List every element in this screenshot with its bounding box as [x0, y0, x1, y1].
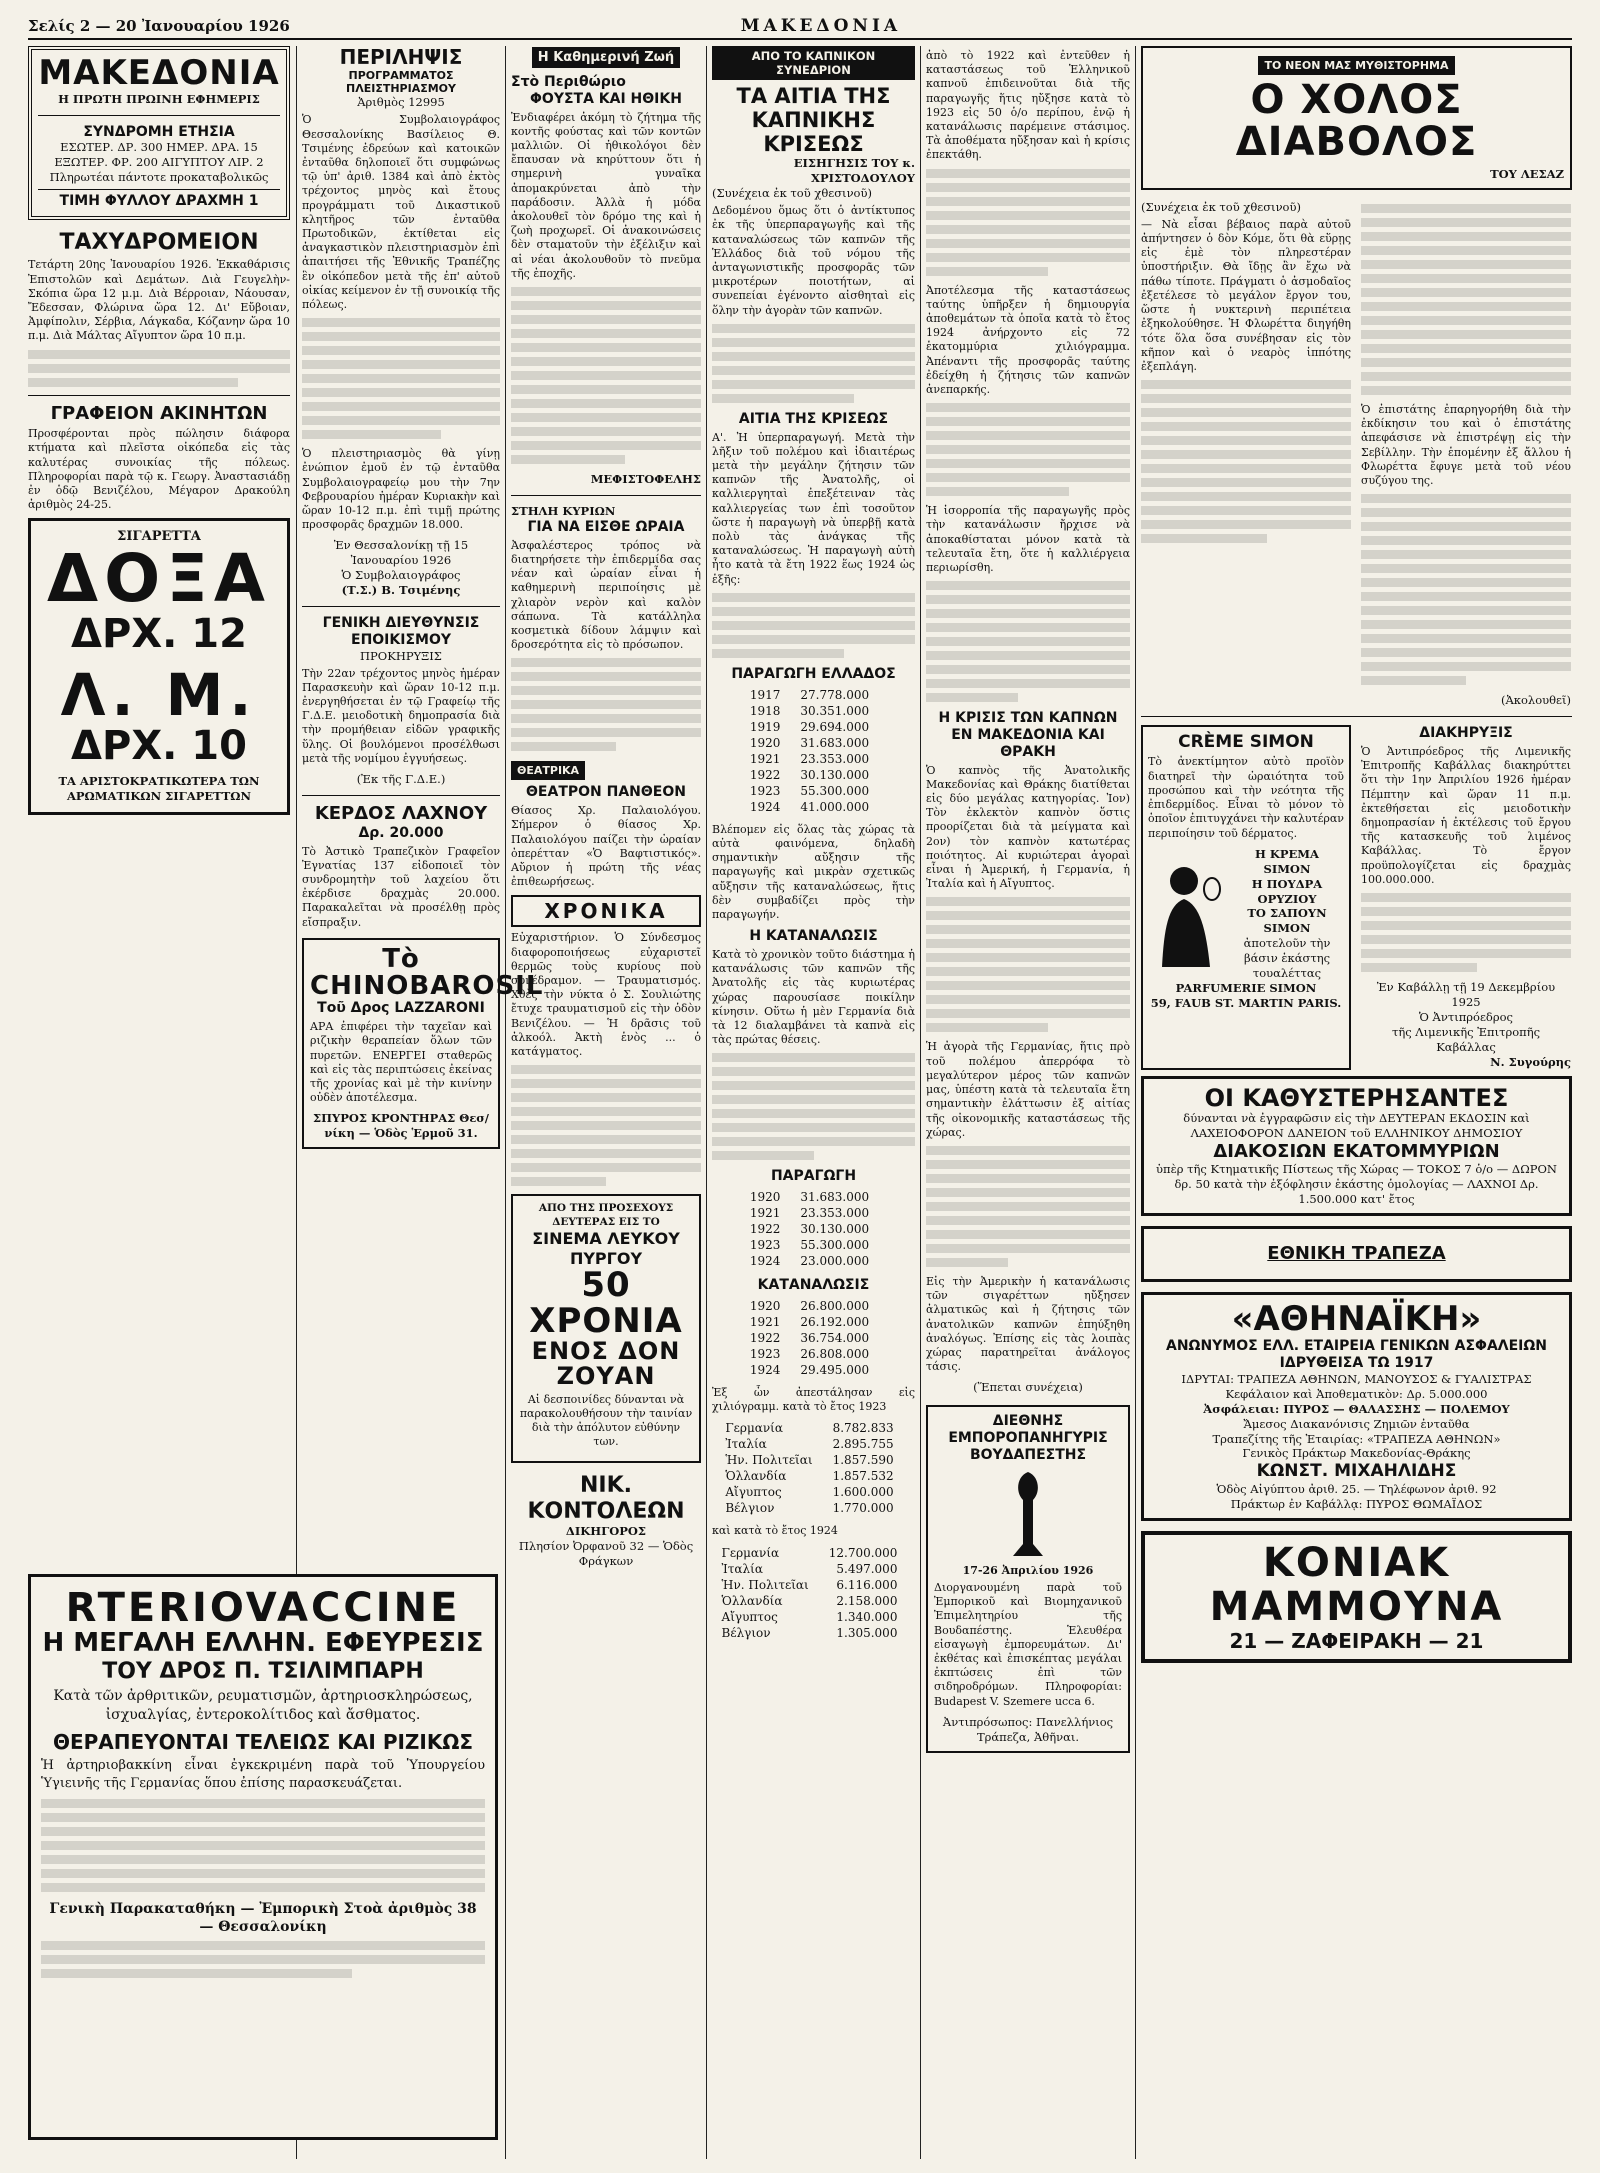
row-label: 1922 [749, 1222, 781, 1237]
novel-banner: ΤΟ ΝΕΟΝ ΜΑΣ ΜΥΘΙΣΤΟΡΗΜΑ [1258, 56, 1454, 75]
cigarette-price: ΔΡΧ. 12 [71, 611, 247, 658]
table-row [716, 1545, 912, 1561]
rterio-agent: Γενικὴ Παρακαταθήκη — Ἐμπορικὴ Στοὰ ἀριθμὸς 38 — Θεσσαλονίκη [49, 1901, 477, 1936]
creme-simon-ad [1141, 725, 1351, 1069]
row-label: 1917 [749, 687, 781, 702]
row-value: 29.495.000 [800, 1362, 870, 1377]
insurance-founders: ΙΔΡΥΤΑΙ: ΤΡΑΠΕΖΑ ΑΘΗΝΩΝ, ΜΑΝΟΥΣΟΣ & ΓΥΑΛΙΣΤΡΑΣ [1181, 1371, 1532, 1386]
row-value: 12.700.000 [828, 1545, 898, 1560]
creme-text: Τὸ ἀνεκτίμητον αὐτὸ προϊὸν διατηρεῖ τὴν ὡραιότητα τοῦ προσώπου καὶ τὴν νεότητα τῆς ἐπιδερμίδος. Εἶναι τὸ μόνον τὸ ὁποῖον ἐπιτυγχάνει τὴν καλυτέραν περιποίησιν τοῦ δέρματος. [1148, 755, 1344, 840]
cigarette-brand-2: Λ. Μ. [60, 661, 258, 730]
row-label: 1923 [749, 1346, 781, 1361]
crisis-continuation: ἀπὸ τὸ 1922 καὶ ἐντεῦθεν ἡ καταστάσεως τοῦ Ἑλληνικοῦ καπνοῦ ἐπιδεινοῦται διὰ τῆς παραγωγῆς ἥτις ηὔξησε κατὰ τὸ 1923 εἰς 50 ὁ/ο περίπου, ἐνῷ ἡ κατανάλωσις παρέμεινε στάσιμος. Τὰ ἀποθέματα ηὔξησαν καὶ ἡ κρίσις ἐπεκτάθη. [926, 49, 1130, 162]
cinema-film-1: 50 ΧΡΟΝΙΑ [529, 1264, 683, 1341]
insurance-name: «ΑΘΗΝΑΪΚΗ» [1231, 1298, 1482, 1339]
table-row [744, 1237, 883, 1253]
insurance-subtitle: ΑΝΩΝΥΜΟΣ ΕΛΛ. ΕΤΑΙΡΕΙΑ ΓΕΝΙΚΩΝ ΑΣΦΑΛΕΙΩΝ [1165, 1338, 1547, 1355]
row-value: 1.857.590 [832, 1453, 894, 1468]
theatre-text: Θίασος Χρ. Παλαιολόγου. Σήμερον ὁ θίασος Χρ. Παλαιολόγου παίζει τὴν ὡραίαν ὀπερέτταν «Ὁ Βαφτιστικός». Αὔριον ἡ πρώτη τῆς νέας ἐπιθεωρήσεως. [511, 804, 701, 889]
crisis-text-4: Κατὰ τὸ χρονικὸν τοῦτο διάστημα ἡ κατανάλωσις τῶν καπνῶν τῆς Ἀνατολῆς εἰς τὰς κυριωτέρας χώρας παρουσίασε ποικίλην κίνησιν. Οὕτω ἡ μὲν Γερμανία διὰ τὰ 12 διαλαμβάνει τὰ καπνὰ εἰς τὰς πρώτας θέσεις. [712, 947, 915, 1047]
article-text: Ἐνδιαφέρει ἀκόμη τὸ ζήτημα τῆς κοντῆς φούστας καὶ τῶν κοντῶν μαλλιῶν. Οἱ ἠθικολόγοι δὲν ἔπαυσαν νὰ κηρύττουν ὅτι ἡ σημερινὴ γυναῖκα ἀπομακρύνεται ἀπὸ τὴν παράδοσιν. Ἀλλὰ ἡ μόδα ἀκολουθεῖ τὸν δρόμο της καὶ ἡ ζωὴ προχωρεῖ. Οἱ ἀνακοινώσεις δὲν σταματοῦν τὴν ἐξέλιξιν καὶ αἱ νέαι ἀκολουθοῦν τὸ πνεῦμα τῆς ἐποχῆς. [511, 110, 701, 280]
row-value: 30.130.000 [800, 767, 870, 782]
bond-ad [1141, 1076, 1572, 1217]
table-row [744, 1253, 883, 1269]
theatre-title: ΘΕΑΤΡΟΝ ΠΑΝΘΕΟΝ [526, 784, 686, 801]
table-row [716, 1609, 912, 1625]
paper-subtitle: Η ΠΡΩΤΗ ΠΡΩΙΝΗ ΕΦΗΜΕΡΙΣ [58, 91, 260, 106]
consumption-table-heading: ΚΑΤΑΝΑΛΩΣΙΣ [757, 1277, 870, 1294]
row-value: 2.158.000 [836, 1593, 898, 1608]
cigarette-label: ΣΙΓΑΡΕΤΤΑ [117, 529, 201, 545]
subscription-title: ΣΥΝΔΡΟΜΗ ΕΤΗΣΙΑ [83, 123, 235, 140]
cigarette-price-2: ΔΡΧ. 10 [71, 723, 247, 770]
column-rule [920, 46, 921, 2159]
novel-text-2: Ὁ ἐπιστάτης ἐπαρηγορήθη διὰ τὴν ἐκδίκησιν του καὶ ὁ ἐπιστάτης ἀπεφάσισε νὰ ἐπιστρέψῃ εἰς τὴν Σεβίλλην. Τὴν ἑπομένην ἐξ ἄλλου ἡ Φλωρέττα ἔφυγε μετὰ τοῦ νέου συζύγου της. [1361, 402, 1571, 487]
insurance-address: Ὁδὸς Αἰγύπτου ἀριθ. 25. — Τηλέφωνον ἀριθ. 92 [1216, 1481, 1497, 1496]
row-label: 1923 [749, 1238, 781, 1253]
novel-continued: (Συνέχεια ἐκ τοῦ χθεσινοῦ) [1141, 199, 1301, 214]
row-label: 1924 [749, 1362, 781, 1377]
summary-para-1: Ὁ Συμβολαιογράφος Θεσσαλονίκης Βασίλειος Θ. Τσιμένης ἐδρεύων καὶ κατοικῶν ἐνταῦθα δηλοποιεῖ ὅτι συμφώνως τῷ ὑπ' ἀριθ. 1384 καὶ ἀπὸ ἐκτὸς τρέχοντος μηνὸς καὶ ἔτους προγράμματι τοῦ Δικαστικοῦ κλητῆρος τῶν ἐνταῦθα Πρωτοδικῶν, ἐκτίθεται εἰς ἀναγκαστικὸν πλειστηριασμὸν ἐπὶ ἀπαιτήσει τῆς Ἐθνικῆς Τραπέζης ἓν οἰκόπεδον μετὰ τῆς ἐπ' αὐτοῦ οἰκίας κείμενον ἐν τῇ συνοικίᾳ τῆς πόλεως. [302, 113, 500, 311]
novel-follows: (Ἀκολουθεῖ) [1501, 693, 1571, 708]
column-6 [1141, 46, 1572, 2159]
column-rule [505, 46, 506, 2159]
row-label: Αἴγυπτος [721, 1609, 778, 1624]
column-5 [926, 46, 1130, 2159]
creme-product-2: Η ΠΟΥΔΡΑ ΟΡΥΖΙΟΥ [1251, 876, 1323, 906]
cinema-film-2: ΕΝΟΣ ΔΟΝ ΖΟΥΑΝ [531, 1337, 681, 1391]
lawyer-address: Πλησίον Ὀρφανοῦ 32 — Ὁδὸς Φράγκων [518, 1538, 694, 1568]
bond-amount: ΔΙΑΚΟΣΙΩΝ ΕΚΑΤΟΜΜΥΡΙΩΝ [1213, 1140, 1500, 1162]
table-row [716, 1561, 912, 1577]
summary-para-2: Ὁ πλειστηριασμὸς θὰ γίνῃ ἐνώπιον ἐμοῦ ἐν τῷ ἐνταῦθα Συμβολαιογραφείῳ μου τὴν 7ην Φεβρουαρίου ἡμέραν Κυριακὴν καὶ ὥραν 10-12 π.μ. ἐπὶ τιμῇ πρώτης προσφορᾶς δραχμῶν 18.000. [302, 447, 500, 532]
row-value: 1.600.000 [832, 1485, 894, 1500]
fair-dates: 17-26 Ἀπριλίου 1926 [962, 1563, 1094, 1577]
table-row [744, 735, 883, 751]
row-value: 5.497.000 [836, 1561, 898, 1576]
row-label: Ὁλλανδία [721, 1593, 783, 1608]
row-label: Γερμανία [721, 1545, 780, 1560]
notice-subtitle: ΠΡΟΚΗΡΥΞΙΣ [360, 648, 442, 663]
insurance-note: Ἄμεσος Διακανόνισις Ζημιῶν ἐνταῦθα [1243, 1416, 1470, 1431]
theatre-banner: ΘΕΑΤΡΙΚΑ [511, 761, 585, 780]
lottery-text: Τὸ Ἀστικὸ Τραπεζικὸν Γραφεῖον Ἐγνατίας 137 εἰδοποιεῖ τὸν συνδρομητὴν τοῦ λαχείου ὅτι ἐκέρδισε δραχμὰς 20.000. Παρακαλεῖται νὰ προσέλθῃ πρὸς εἴσπραξιν. [302, 844, 500, 929]
row-value: 1.770.000 [832, 1501, 894, 1516]
table-row [716, 1625, 912, 1641]
export-note-2: καὶ κατὰ τὸ ἔτος 1924 [712, 1524, 838, 1538]
row-label: 1921 [749, 1314, 781, 1329]
row-value: 23.353.000 [800, 1206, 870, 1221]
production-heading-2: ΠΑΡΑΓΩΓΗ [770, 1168, 857, 1185]
newspaper-title: ΜΑΚΕΔΟΝΙΑ [740, 16, 902, 36]
issue-date: Σελίς 2 — 20 Ἰανουαρίου 1926 [28, 17, 290, 35]
chronicles-banner: ΧΡΟΝΙΚΑ [544, 899, 668, 924]
continued-note: (Συνέχεια ἐκ τοῦ χθεσινοῦ) [712, 186, 872, 201]
consumption-table [744, 1298, 883, 1378]
row-label: 1923 [749, 783, 781, 798]
crisis-text-c: Ἡ ἰσορροπία τῆς παραγωγῆς πρὸς τὴν κατανάλωσιν ἤρχισε νὰ ἀποκαθίσταται μόνον κατὰ τὰ τελευταῖα ἔτη, ὅτε ἡ καλλιέργεια περιωρίσθη. [926, 504, 1130, 575]
row-value: 2.895.755 [832, 1437, 894, 1452]
office-text: Προσφέρονται πρὸς πώλησιν διάφορα κτήματα καὶ πλεῖστα οἰκόπεδα εἰς τὰς καλυτέρας συνοικίας τῆς πόλεως. Πληροφορίαι παρὰ τῷ κ. Γεωργ. Ἀναστασιάδῃ ἐν ὁδῷ Βενιζέλου, Μέγαρον Δρακούλη ἀριθμὸς 24-25. [28, 427, 290, 512]
crisis-text-b: Ἀποτέλεσμα τῆς καταστάσεως ταύτης ὑπῆρξεν ἡ δημιουργία ἀποθεμάτων τὰ ὁποῖα κατὰ τὸ ἔτος 1924 ἀνήρχοντο εἰς 72 ἑκατομμύρια χιλιόγραμμα. Ἀπέναντι τῆς προσφορᾶς ταύτης ἐδείχθη ἡ ζήτησις τῶν καπνῶν ἀνεπαρκής. [926, 283, 1130, 397]
row-label: Ἡν. Πολιτεῖαι [721, 1577, 809, 1592]
crisis-text-d: Ὁ καπνὸς τῆς Ἀνατολικῆς Μακεδονίας καὶ Θράκης διατίθεται εἰς δύο μεγάλας κατηγορίας. Ἰον) Τὸν ἐκλεκτὸν καπνὸν ὅστις προορίζεται διὰ τὰ μείγματα καὶ 2ον) τὸν καπνὸν κατωτέρας ποιότητος. Αἱ κυριώτεραι ἀγοραὶ εἶναι ἡ Ἀμερική, ἡ Γερμανία, ἡ Ἰταλία καὶ ἡ Αἴγυπτος. [926, 763, 1130, 891]
row-value: 23.353.000 [800, 751, 870, 766]
creme-title: CRÈME SIMON [1178, 732, 1314, 753]
insurance-ad [1141, 1292, 1572, 1521]
ladies-column-title: ΣΤΗΛΗ ΚΥΡΙΩΝ [511, 503, 616, 518]
post-heading: ΤΑΧΥΔΡΟΜΕΙΟΝ [59, 230, 259, 256]
crisis-text-3: Βλέπομεν εἰς ὅλας τὰς χώρας τὰ αὐτὰ φαινόμενα, δηλαδὴ σημαντικὴν αὔξησιν τῆς παραγωγῆς καὶ μικρὰν σχετικῶς αὔξησιν τῆς καταναλώσεως, ἥτις δὲν συμβαδίζει πρὸς τὴν παραγωγήν. [712, 822, 915, 921]
column-rule [1135, 46, 1136, 2159]
lottery-amount: Δρ. 20.000 [358, 824, 444, 841]
cigarette-footer: ΤΑ ΑΡΙΣΤΟΚΡΑΤΙΚΩΤΕΡΑ ΤΩΝ ΑΡΩΜΑΤΙΚΩΝ ΣΙΓΑΡΕΤΤΩΝ [58, 774, 260, 804]
row-label: 1920 [749, 735, 781, 750]
table-row [744, 767, 883, 783]
rteriovaccine-ad [28, 1574, 498, 2140]
fair-emblem-icon [1003, 1466, 1053, 1562]
table-row [744, 751, 883, 767]
fair-title: ΔΙΕΘΝΗΣ ΕΜΠΟΡΟΠΑΝΗΓΥΡΙΣ ΒΟΥΔΑΠΕΣΤΗΣ [948, 1413, 1108, 1463]
table-row [719, 1436, 907, 1452]
insurance-year: ΙΔΡΥΘΕΙΣΑ ΤΩ 1917 [1279, 1355, 1434, 1371]
notice-text: Τὴν 22αν τρέχοντος μηνὸς ἡμέραν Παρασκευὴν καὶ ὥραν 10-12 π.μ. ἐνεργηθήσεται ἐν τῷ Γραφείῳ τῆς Γ.Δ.Ε. μειοδοτικὴ δημοπρασία διὰ τὴν προμήθειαν εἰδῶν γραφικῆς ὕλης. Οἱ βουλόμενοι προσέλθωσι μετὰ τῆς νομίμου ἐγγυήσεως. [302, 666, 500, 765]
bond-title: ΟΙ ΚΑΘΥΣΤΕΡΗΣΑΝΤΕΣ [1204, 1083, 1509, 1112]
consumption-heading: Η ΚΑΤΑΝΑΛΩΣΙΣ [749, 928, 878, 945]
declaration [1361, 725, 1571, 1069]
rterio-cure: ΘΕΡΑΠΕΥΟΝΤΑΙ ΤΕΛΕΙΩΣ ΚΑΙ ΡΙΖΙΚΩΣ [52, 1730, 474, 1755]
subscription-line: Πληρωτέαι πάντοτε προκαταβολικῶς [49, 170, 269, 185]
table-row [744, 1298, 883, 1314]
row-value: 30.130.000 [800, 1222, 870, 1237]
table-row [744, 703, 883, 719]
row-label: 1924 [749, 1254, 781, 1269]
table-row [744, 719, 883, 735]
cinema-name: ΣΙΝΕΜΑ ΛΕΥΚΟΥ ΠΥΡΓΟΥ [532, 1229, 680, 1268]
row-label: Βέλγιον [721, 1625, 771, 1640]
article-heading: ΦΟΥΣΤΑ ΚΑΙ ΗΘΙΚΗ [530, 90, 682, 107]
row-label: Ἰταλία [721, 1561, 763, 1576]
cinema-note: Αἱ δεσποινίδες δύνανται νὰ παρακολουθήσουν τὴν ταινίαν διὰ τὴν ἀπόλυτον εὐθύνην των. [519, 1392, 693, 1449]
notice-sign: (Ἐκ τῆς Γ.Δ.Ε.) [356, 772, 446, 787]
export-note: Ἐξ ὧν ἀπεστάλησαν εἰς χιλιόγραμμ. κατὰ τὸ ἔτος 1923 [712, 1385, 915, 1414]
cinema-head: ΑΠΟ ΤΗΣ ΠΡΟΣΕΧΟΥΣ ΔΕΥΤΕΡΑΣ ΕΙΣ ΤΟ [538, 1202, 674, 1228]
declaration-org: τῆς Λιμενικῆς Ἐπιτροπῆς Καβάλλας [1391, 1024, 1541, 1054]
row-value: 26.800.000 [800, 1298, 870, 1313]
row-value: 30.351.000 [800, 703, 870, 718]
table-row [716, 1577, 912, 1593]
rterio-note: Ἡ ἀρτηριοβακκίνη εἶναι ἐγκεκριμένη παρὰ τοῦ Ὑπουργείου Ὑγιεινῆς τῆς Γερμανίας ὅπου ἐπίσης παρασκευάζεται. [41, 1758, 485, 1792]
sign-name: (Τ.Σ.) Β. Τσιμένης [341, 583, 461, 598]
congress-banner: ΑΠΟ ΤΟ ΚΑΠΝΙΚΟΝ ΣΥΝΕΔΡΙΟΝ [712, 46, 915, 80]
crisis-text-2: Α'. Ἡ ὑπερπαραγωγή. Μετὰ τὴν λῆξιν τοῦ πολέμου καὶ ἰδιαιτέρως μετὰ τὴν μεγάλην ζήτησιν τῶν καπνῶν τῆς Ἀνατολῆς, οἱ καλλιεργηταὶ ἐπεξέτειναν τὰς καλλιεργείας των ἐπὶ τοσοῦτον ὥστε ἡ παραγωγὴ νὰ ὑπερβῇ κατὰ πολὺ τὰς ἀνάγκας τῆς καταναλώσεως. Ἡ παραγωγὴ αὐτὴ ἦτο κατὰ τὰ ἔτη 1922 ἕως 1924 ὡς ἑξῆς: [712, 430, 915, 586]
table-row [744, 1314, 883, 1330]
row-value: 29.694.000 [800, 719, 870, 734]
column-rule [706, 46, 707, 2159]
sign-city: Ἐν Θεσσαλονίκῃ τῇ 15 Ἰανουαρίου 1926 [333, 538, 469, 568]
declaration-text: Ὁ Ἀντιπρόεδρος τῆς Λιμενικῆς Ἐπιτροπῆς Καβάλλας διακηρύττει ὅτι τὴν 1ην Ἀπριλίου 1926 ἡμέραν Πέμπτην καὶ ὥραν 11 π.μ. ἐκτεθήσεται εἰς μειοδοτικὴν δημοπρασίαν ἡ ἐκτέλεσις τοῦ ἔργου τῆς κατασκευῆς τοῦ λιμένος Καβάλλας. Τὸ ἔργον προϋπολογίζεται εἰς δραχμὰς 100.000.000. [1361, 744, 1571, 886]
novel-author: ΤΟΥ ΛΕΣΑΖ [1490, 167, 1564, 181]
creme-address: 59, FAUB ST. MARTIN PARIS. [1150, 996, 1342, 1011]
column-3 [511, 46, 701, 2159]
declaration-sign: Ὁ Ἀντιπρόεδρος [1419, 1009, 1513, 1024]
row-value: 36.754.000 [800, 1330, 870, 1345]
creme-sold: ἀποτελοῦν τὴν βάσιν ἑκάστης τουαλέττας [1243, 936, 1331, 981]
notice-title: ΓΕΝΙΚΗ ΔΙΕΥΘΥΝΣΙΣ ΕΠΟΙΚΙΣΜΟΥ [322, 615, 480, 648]
row-value: 26.808.000 [800, 1346, 870, 1361]
causes-heading: ΑΙΤΙΑ ΤΗΣ ΚΡΙΣΕΩΣ [738, 410, 889, 427]
insurance-kavala: Πράκτωρ ἐν Καβάλλᾳ: ΠΥΡΟΣ ΘΩΜΑΪΔΟΣ [1230, 1496, 1483, 1511]
fair-text: Διοργανουμένη παρὰ τοῦ Ἐμπορικοῦ καὶ Βιομηχανικοῦ Ἐπιμελητηρίου τῆς Βουδαπέστης. Ἑλευθέρα εἰσαγωγὴ ἐμπορευμάτων. Δι' ἐκθέτας καὶ ἐπισκέπτας μεγάλαι ἐκπτώσεις ἐπὶ τῶν σιδηροδρόμων. Πληροφορίαι: Budapest V. Szemere ucca 6. [934, 1580, 1122, 1708]
table-row [744, 687, 883, 703]
table-row [719, 1452, 907, 1468]
declaration-place: Ἐν Καβάλλῃ τῇ 19 Δεκεμβρίου 1925 [1376, 979, 1556, 1009]
cinema-ad [511, 1194, 701, 1463]
row-label: Αἴγυπτος [725, 1485, 782, 1500]
fair-agent: Ἀντιπρόσωπος: Πανελλήνιος Τράπεζα, Ἀθῆναι. [942, 1714, 1114, 1744]
creme-product-1: Η ΚΡΕΜΑ SIMON [1255, 846, 1319, 876]
table-row [744, 1346, 883, 1362]
chino-footer: ΣΠΥΡΟΣ ΚΡΟΝΤΗΡΑΣ Θεσ/νίκη — Ὁδὸς Ἑρμοῦ 31. [313, 1111, 489, 1141]
table-row [744, 783, 883, 799]
chino-maker: Τοῦ Δρος LAZZARONI [317, 1000, 485, 1017]
row-value: 6.116.000 [836, 1577, 898, 1592]
paper-title: ΜΑΚΕΔΟΝΙΑ [38, 53, 280, 93]
row-label: 1922 [749, 767, 781, 782]
row-value: 55.300.000 [800, 783, 870, 798]
masthead-box [28, 46, 290, 220]
office-heading: ΓΡΑΦΕΙΟΝ ΑΚΙΝΗΤΩΝ [50, 402, 268, 424]
masthead [28, 14, 1572, 40]
rterio-text: Κατὰ τῶν ἀρθριτικῶν, ρευματισμῶν, ἀρτηριοσκληρώσεως, ἰσχυαλγίας, ἐντεροκολίτιδος καὶ ἄσθματος. [53, 1688, 473, 1724]
row-value: 8.782.833 [832, 1421, 894, 1436]
crisis-text-e: Ἡ ἀγορὰ τῆς Γερμανίας, ἥτις πρὸ τοῦ πολέμου ἀπερρόφα τὸ μεγαλύτερον μέρος τῶν καπνῶν μας, ὑπέστη κατὰ τὰ τελευταῖα ἔτη σημαντικὴν ἐλάττωσιν ἐξ αἰτίας τῆς οἰκονομικῆς καταστάσεως τῆς χώρας. [926, 1040, 1130, 1139]
insurance-capital: Κεφάλαιον καὶ Ἀποθεματικὸν: Δρ. 5.000.000 [1225, 1386, 1488, 1401]
table-row [744, 1205, 883, 1221]
row-value: 27.778.000 [800, 687, 870, 702]
table-row [744, 799, 883, 815]
row-value: 26.192.000 [800, 1314, 870, 1329]
production-table [744, 687, 883, 815]
creme-brand: PARFUMERIE SIMON [1175, 981, 1317, 996]
chinobarosil-ad [302, 938, 544, 1149]
article-signature: ΜΕΦΙΣΤΟΦΕΛΗΣ [590, 472, 701, 487]
rterio-subtitle: Η ΜΕΓΑΛΗ ΕΛΛΗΝ. ΕΦΕΥΡΕΣΙΣ [42, 1628, 484, 1658]
table-row [744, 1189, 883, 1205]
lottery-title: ΚΕΡΔΟΣ ΛΑΧΝΟΥ [314, 803, 488, 825]
row-label: Ἰταλία [725, 1437, 767, 1452]
macedonia-crisis-heading: Η ΚΡΙΣΙΣ ΤΩΝ ΚΑΠΝΩΝ ΕΝ ΜΑΚΕΔΟΝΙΑ ΚΑΙ ΘΡΑΚΗ [938, 710, 1118, 760]
row-label: 1924 [749, 799, 781, 814]
row-label: 1921 [749, 1206, 781, 1221]
crisis-text-f: Εἰς τὴν Ἀμερικὴν ἡ κατανάλωσις τῶν σιγαρέττων ηὔξησεν ἀλματικῶς καὶ ἡ ζήτησις τῶν ἀνατολικῶν καπνῶν ἐπηύξηθη ἀναλόγως. Ἐπίσης εἰς τὰς λοιπὰς χώρας παρατηρεῖται ἀνάλογος τάσις. [926, 1274, 1130, 1374]
export-table-1924 [716, 1545, 912, 1641]
table-row [744, 1362, 883, 1378]
chino-title: Τὸ CHINOBAROSIL [310, 943, 544, 1002]
lawyer-role: ΔΙΚΗΓΟΡΟΣ [565, 1523, 647, 1538]
row-label: 1918 [749, 703, 781, 718]
column-4 [712, 46, 915, 2159]
summary-subtitle: ΠΡΟΓΡΑΜΜΑΤΟΣ ΠΛΕΙΣΤΗΡΙΑΣΜΟΥ [346, 69, 456, 96]
table-row [719, 1484, 907, 1500]
summary-number: Ἀριθμὸς 12995 [357, 95, 445, 110]
row-label: Ἡν. Πολιτεῖαι [725, 1453, 813, 1468]
crisis-subtitle: ΕΙΣΗΓΗΣΙΣ ΤΟΥ κ. ΧΡΙΣΤΟΔΟΥΛΟΥ [793, 156, 915, 186]
production-heading: ΠΑΡΑΓΩΓΗ ΕΛΛΑΔΟΣ [731, 665, 896, 682]
budapest-fair-ad [926, 1405, 1130, 1752]
row-label: Βέλγιον [725, 1501, 775, 1516]
cigarette-brand: ΔΟΞΑ [47, 540, 271, 618]
insurance-types: Ἀσφάλειαι: ΠΥΡΟΣ — ΘΑΛΑΣΣΗΣ — ΠΟΛΕΜΟΥ [1203, 1401, 1510, 1416]
declaration-name: Ν. Συγούρης [1490, 1054, 1571, 1069]
bond-text: δύνανται νὰ ἐγγραφῶσιν εἰς τὴν ΔΕΥΤΕΡΑΝ ΕΚΔΟΣΙΝ καὶ ΛΑΧΕΙΟΦΟΡΟΝ ΔΑΝΕΙΟΝ τοῦ ΕΛΛΗΝΙΚΟΥ ΔΗΜΟΣΙΟΥ [1183, 1110, 1530, 1140]
subscription-line: ΕΣΩΤΕΡ. ΔΡ. 300 ΗΜΕΡ. ΔΡΑ. 15 [60, 140, 258, 155]
rterio-doctor: ΤΟΥ ΔΡΟΣ Π. ΤΣΙΛΙΜΠΑΡΗ [102, 1658, 424, 1684]
crisis-text-1: Δεδομένου ὅμως ὅτι ὁ ἀντίκτυπος ἐκ τῆς ὑπερπαραγωγῆς καὶ τῆς καταναλώσεως τῶν καπνῶν τῆς Ἑλλάδος διὰ τοῦ νόμου τῆς ἀνταγωνιστικῆς προσφορᾶς τῶν μικροτέρων ποιοτήτων, αἱ συνεπείαι ἐγένοντο αἰσθηταὶ εἰς ὅλην τὴν ἀγορὰν τῶν καπνῶν. [712, 204, 915, 317]
table-row [719, 1468, 907, 1484]
cognac-name: ΚΟΝΙΑΚ ΜΑΜΜΟΥΝΑ [1209, 1539, 1504, 1630]
chino-text: ΑΡΑ ἐπιφέρει τὴν ταχεῖαν καὶ ριζικὴν θεραπείαν ὅλων τῶν πυρετῶν. ΕΝΕΡΓΕΙ σταθερῶς καὶ εἰς τὰς περιπτώσεις ἐκείνας τῆς χρονίας καὶ μὲ τὴν κινίνην οὐδὲν ἀποτέλεσμα. [310, 1020, 492, 1105]
row-value: 31.683.000 [800, 735, 870, 750]
issue-price: ΤΙΜΗ ΦΥΛΛΟΥ ΔΡΑΧΜΗ 1 [38, 189, 280, 210]
row-label: 1921 [749, 751, 781, 766]
table-row [744, 1221, 883, 1237]
rterio-title: RTERIOVACCINE [65, 1585, 461, 1631]
insurance-agent-role: Γενικὸς Πράκτωρ Μακεδονίας-Θράκης [1242, 1446, 1471, 1461]
subscription-line: ΕΞΩΤΕΡ. ΦΡ. 200 ΑΙΓΥΠΤΟΥ ΛΙΡ. 2 [54, 155, 264, 170]
row-value: 41.000.000 [800, 799, 870, 814]
row-value: 31.683.000 [800, 1190, 870, 1205]
row-label: Ὁλλανδία [725, 1469, 787, 1484]
daily-life-banner: Η Καθημερινή Ζωή [532, 47, 680, 68]
table-row [716, 1593, 912, 1609]
table-row [719, 1500, 907, 1516]
section-title: Στὸ Περιθώριο [511, 74, 626, 90]
row-label: 1922 [749, 1330, 781, 1345]
continued-footnote: (Ἕπεται συνέχεια) [973, 1380, 1083, 1395]
row-value: 55.300.000 [800, 1238, 870, 1253]
row-label: Γερμανία [725, 1421, 783, 1436]
row-label: 1920 [749, 1190, 781, 1205]
declaration-title: ΔΙΑΚΗΡΥΞΙΣ [1419, 725, 1513, 742]
row-value: 1.857.532 [832, 1469, 894, 1484]
chronicles-text: Εὐχαριστήριον. Ὁ Σύνδεσμος διαφοροποιήσεως εὐχαριστεῖ θερμῶς τοὺς κυρίους ποὺ συνέδραμον. — Τραυματισμός. Χθὲς τὴν νύκτα ὁ Σ. Σουλιώτης ἔτυχε τραυματισμοῦ εἰς τὴν ὁδὸν Βενιζέλου. — Ἡ δρᾶσις τοῦ ἀλκοόλ. Ἀκτὴ ἑνὸς ... ὁ κατάγματος. [511, 931, 701, 1058]
bond-info: ὑπὲρ τῆς Κτηματικῆς Πίστεως τῆς Χώρας — ΤΟΚΟΣ 7 ὁ/ο — ΔΩΡΟΝ δρ. 50 κατὰ τὴν ἐξόφλησιν ἑκάστης ὁμολογίας — ΛΑΧΝΟΙ Δρ. 1.500.000 κατ' ἔτος [1156, 1162, 1557, 1207]
table-row [744, 1330, 883, 1346]
post-text: Τετάρτη 20ης Ἰανουαρίου 1926. Ἐκκαθάρισις Ἐπιστολῶν καὶ Δεμάτων. Διὰ Γευγελὴν-Σκόπια ὥρα 12 μ.μ. Διὰ Βέρροιαν, Νάουσαν, Ἔδεσσαν, Φλώρινα ὥρα 12. Δι' Εὔβοιαν, Ἀμφίπολιν, Σέρβια, Λάγκαδα, Κόζανην ὥρα 10 π.μ. Διὰ Μάλτας Αἴγυπτον ὥρα 10 π.μ. [28, 258, 290, 343]
lawyer-name: ΝΙΚ. ΚΟΝΤΟΛΕΩΝ [527, 1473, 685, 1524]
row-label: 1920 [749, 1298, 781, 1313]
insurance-bank: Τραπεζίτης τῆς Ἑταιρίας: «ΤΡΑΠΕΖΑ ΑΘΗΝΩΝ» [1212, 1431, 1501, 1446]
cognac-ad [1141, 1531, 1572, 1663]
beauty-text: Ἀσφαλέστερος τρόπος νὰ διατηρήσετε τὴν ἐπιδερμίδα σας νέαν καὶ ὡραίαν εἶναι ἡ καθημερινὴ περιποίησις μὲ χλιαρὸν νερὸν καὶ καλὸν σάπωνα. Τὰ κατάλληλα κοσμετικὰ δίδουν λάμψιν καὶ δροσερότητα εἰς τὸ πρόσωπον. [511, 538, 701, 652]
row-value: 1.305.000 [836, 1625, 898, 1640]
insurance-agent: ΚΩΝΣΤ. ΜΙΧΑΗΛΙΔΗΣ [1256, 1461, 1457, 1482]
lady-mirror-icon [1148, 859, 1224, 969]
national-bank: ΕΘΝΙΚΗ ΤΡΑΠΕΖΑ [1267, 1243, 1446, 1265]
summary-title: ΠΕΡΙΛΗΨΙΣ [339, 45, 463, 69]
beauty-heading: ΓΙΑ ΝΑ ΕΙΣΘΕ ΩΡΑΙΑ [527, 518, 685, 535]
novel-title: Ο ΧΟΛΟΣ ΔΙΑΒΟΛΟΣ [1235, 77, 1478, 165]
production-table-2 [744, 1189, 883, 1269]
table-row [719, 1420, 907, 1436]
cognac-address: 21 — ΖΑΦΕΙΡΑΚΗ — 21 [1229, 1628, 1484, 1653]
export-table-1923 [719, 1420, 907, 1516]
novel-text-1: — Νὰ εἶσαι βέβαιος παρὰ αὐτοῦ ἀπήντησεν ὁ δὸν Κόμε, ὅτι θὰ εὕρῃς εἰς ἐμὲ τὸν πληρεστέραν ὑποστήριξιν. Θὰ ἴδῃς ἂν ἔχω νὰ πάθω τίποτε. Πράγματι ὁ ἀσμοδαῖος ἐξετέλεσε τὸ μεγάλον ἔργον του, ὥστε ἡ νυκτερινὴ περιπέτεια ἐξηκολούθησε. Ἡ Φλωρέττα διηγήθη τότε ὅλα ὅσα συνέβησαν εἰς τὸν κῆπον καὶ ὁ νεαρὸς ἱππότης ἐξεπλάγη. [1141, 217, 1351, 373]
creme-product-3: ΤΟ ΣΑΠΟΥΝ SIMON [1247, 906, 1327, 936]
sign-role: Ὁ Συμβολαιογράφος [341, 568, 461, 583]
row-label: 1919 [749, 719, 781, 734]
novel-box [1141, 46, 1572, 190]
row-value: 1.340.000 [836, 1609, 898, 1624]
cigarette-ad [28, 518, 290, 815]
crisis-title: ΤΑ ΑΙΤΙΑ ΤΗΣ ΚΑΠΝΙΚΗΣ ΚΡΙΣΕΩΣ [736, 84, 891, 157]
row-value: 23.000.000 [800, 1254, 870, 1269]
national-bank-box [1141, 1226, 1572, 1282]
